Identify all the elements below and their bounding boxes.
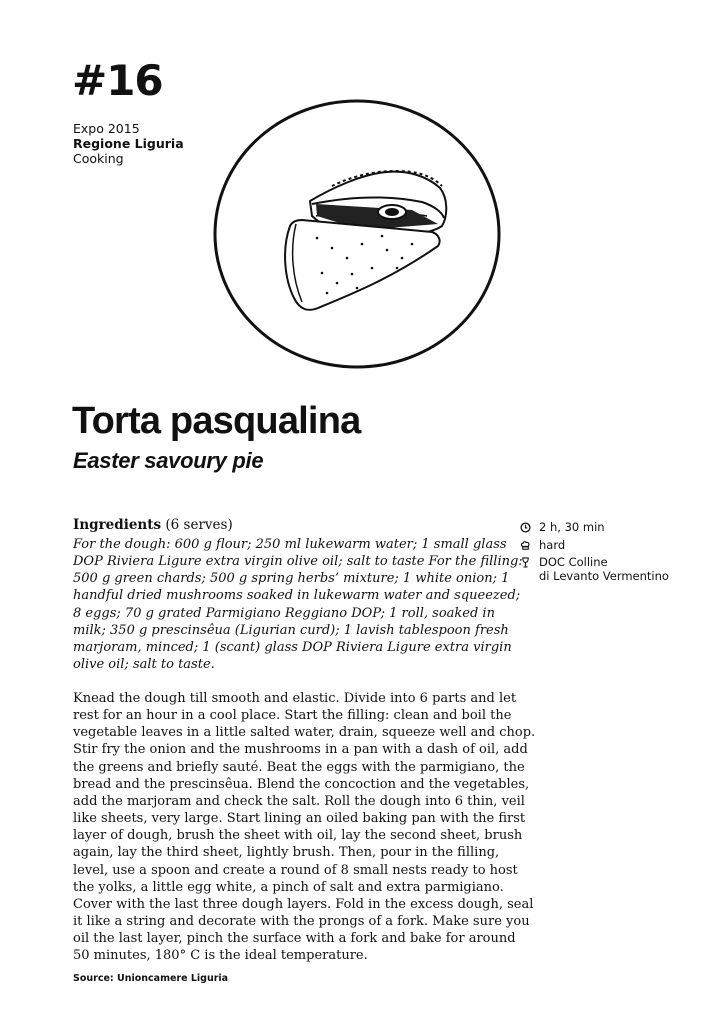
- instructions-paragraph: [73, 690, 536, 965]
- wine-glass-icon: [520, 557, 531, 568]
- recipe-title: Torta pasqualina: [72, 400, 361, 442]
- ingredients-line: olive oil; salt to taste.: [73, 657, 215, 673]
- event-label: Expo 2015: [73, 121, 140, 136]
- instruction-line: level, use a spoon and create a round of 8 small nests ready to host: [73, 862, 518, 878]
- instruction-line: 50 minutes, 180° C is the ideal temperature.: [73, 948, 368, 964]
- instruction-line: add the marjoram and check the salt. Roll the dough into 6 thin, veil: [73, 793, 525, 809]
- instruction-line: Stir fry the onion and the mushrooms in a pan with a dash of oil, add: [73, 742, 528, 758]
- instruction-line: again, lay the third sheet, lightly brush. Then, pour in the filling,: [73, 845, 500, 861]
- pie-slice-front: [285, 220, 440, 310]
- instruction-line: bread and the prescinsêua. Blend the concoction and the vegetables,: [73, 776, 530, 792]
- instruction-line: like sheets, very large. Start lining an oiled baking pan with the first: [73, 811, 526, 827]
- recipe-subtitle: Easter savoury pie: [73, 448, 264, 473]
- ingredients-line: milk; 350 g prescinsêua (Ligurian curd); 1 lavish tablespoon fresh: [73, 622, 509, 638]
- instruction-line: rest for an hour in a cool place. Start the filling: clean and boil the: [73, 708, 512, 724]
- category-label: Cooking: [73, 151, 124, 166]
- clock-icon: [520, 522, 531, 533]
- ingredients-list: [73, 536, 523, 673]
- ingredients-line: For the dough: 600 g flour; 250 ml lukewarm water; 1 small glass: [73, 537, 507, 552]
- instruction-line: the yolks, a little egg white, a pinch of salt and extra parmigiano.: [73, 879, 504, 895]
- ingredients-line: 8 eggs; 70 g grated Parmigiano Reggiano DOP; 1 roll, soaked in: [73, 605, 495, 621]
- instruction-line: the greens and briefly sauté. Beat the eggs with the parmigiano, the: [73, 759, 525, 775]
- serves-count: (6 serves): [165, 517, 233, 533]
- chef-hat-icon: [520, 540, 531, 551]
- ingredients-line: handful dried mushrooms soaked in lukewarm water and squeezed;: [73, 588, 521, 604]
- ingredients-label: Ingredients: [73, 517, 162, 533]
- instruction-line: layer of dough, brush the sheet with oil, lay the second sheet, brush: [73, 828, 523, 844]
- difficulty-value: hard: [539, 538, 566, 552]
- ingredients-line: 500 g green chards; 500 g spring herbs’ mixture; 1 white onion; 1: [73, 571, 510, 587]
- ingredients-line: marjoram, minced; 1 (scant) glass DOP Riviera Ligure extra virgin: [73, 639, 512, 655]
- ingredients-line: DOP Riviera Ligure extra virgin olive oil; salt to taste For the filling:: [73, 554, 523, 570]
- torta-pasqualina-slices-on-plate-illustration: [212, 98, 502, 370]
- wine-line: di Levanto Vermentino: [539, 569, 669, 583]
- ingredients-heading: [73, 517, 233, 534]
- instruction-line: oil the last layer, pinch the surface with a fork and bake for around: [73, 931, 516, 947]
- instruction-line: vegetable leaves in a little salted water, drain, squeeze well and chop.: [73, 725, 536, 741]
- instruction-line: Cover with the last three dough layers. Fold in the excess dough, seal: [73, 896, 534, 912]
- prep-time-value: 2 h, 30 min: [539, 520, 605, 534]
- recipe-number: #16: [72, 56, 163, 105]
- instruction-line: it like a string and decorate with the prongs of a fork. Make sure you: [73, 914, 530, 930]
- wine-line: DOC Colline: [539, 555, 608, 569]
- source-credit: Source: Unioncamere Liguria: [73, 973, 229, 984]
- region-label: Regione Liguria: [73, 136, 184, 151]
- wine-pairing-value: [539, 555, 669, 583]
- instruction-line: Knead the dough till smooth and elastic. Divide into 6 parts and let: [73, 691, 517, 706]
